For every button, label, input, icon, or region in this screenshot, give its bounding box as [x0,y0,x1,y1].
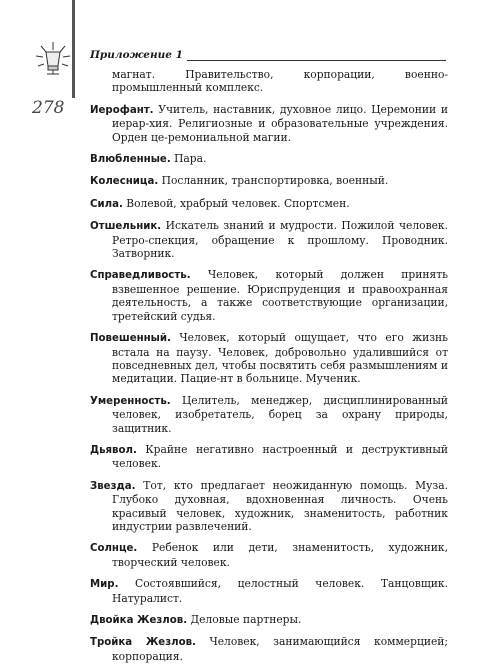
entry-text: Состоявшийся, целостный человек. Танцовщик. Натуралист. [112,577,448,605]
entry-world [90,577,448,605]
entry-sun [90,541,448,569]
entry-continuation: магнат. Правительство, корпорации, военно-промышленный комплекс. [112,68,448,95]
entry-term: Солнце. [90,543,138,555]
entry-temperance [90,394,448,435]
entry-text: Пара. [174,152,207,166]
entry-term: Умеренность. [90,395,171,407]
running-head [90,49,446,61]
header-rule [187,51,446,61]
entry-text: Учитель, наставник, духовное лицо. Церемонии и иерар-хия. Религиозные и образовательные учреждения. Орден це-ремониальной магии. [112,102,448,144]
entry-text: Волевой, храбрый человек. Спортсмен. [126,196,350,210]
entry-text: Крайне негативно настроенный и деструктивный человек. [112,442,448,471]
entry-star [90,479,448,534]
entry-term: Сила. [90,198,123,210]
lamp-emblem-icon [33,38,73,82]
entry-three-of-wands [90,635,448,663]
entry-text: Человек, занимающийся коммерцией; корпорация. [112,635,448,663]
glossary-content [90,68,448,671]
entry-text: Ребенок или дети, знаменитость, художник, творческий человек. [112,541,448,569]
entry-text: Человек, который должен принять взвешенное решение. Юриспруденция и правоохранная деятельность, а также соответствующие организации, третейский судья. [112,268,448,323]
entry-term: Мир. [90,579,119,591]
entry-term: Двойка Жезлов. [90,615,188,626]
entry-term: Колесница. [90,176,159,188]
entry-text: Человек, который ощущает, что его жизнь встала на паузу. Человек, добровольно удалившийся от повседневных дел, чтобы посвятить себя размышлениям и медитации. Пацие-нт в больнице. Мученик. [112,331,448,386]
entry-strength [90,197,448,211]
entry-term: Дьявол. [90,444,137,456]
entry-term: Звезда. [90,480,136,492]
page-number: 278 [32,98,65,118]
entry-devil [90,443,448,471]
entry-term: Отшельник. [90,221,162,233]
entry-term: Тройка Жезлов. [90,637,196,649]
entry-text: Искатель знаний и мудрости. Пожилой человек. Ретро-спекция, обращение к прошлому. Проводник. Затворник. [112,219,448,261]
entry-lovers [90,152,448,166]
entry-chariot [90,174,448,188]
entry-hermit [90,219,448,260]
entry-term: Влюбленные. [90,154,171,166]
entry-text: Посланник, транспортировка, военный. [161,174,389,188]
entry-hierophant [90,103,448,144]
entry-term: Иерофант. [90,104,154,116]
entry-term: Повешенный. [90,333,171,345]
entry-text: Тот, кто предлагает неожиданную помощь. Муза. Глубоко духовная, вдохновенная личность. Очень красивый человек, художник, знаменитость, работник индустрии развлечений. [112,478,448,533]
entry-two-of-wands [90,613,448,627]
running-title: Приложение 1 [90,49,183,61]
entry-term: Справедливость. [90,270,191,282]
entry-justice [90,268,448,323]
entry-hanged-man [90,331,448,386]
entry-text: Деловые партнеры. [190,613,302,626]
entry-text: Целитель, менеджер, дисциплинированный человек, изобретатель, борец за охрану природы, защитник. [112,393,448,435]
